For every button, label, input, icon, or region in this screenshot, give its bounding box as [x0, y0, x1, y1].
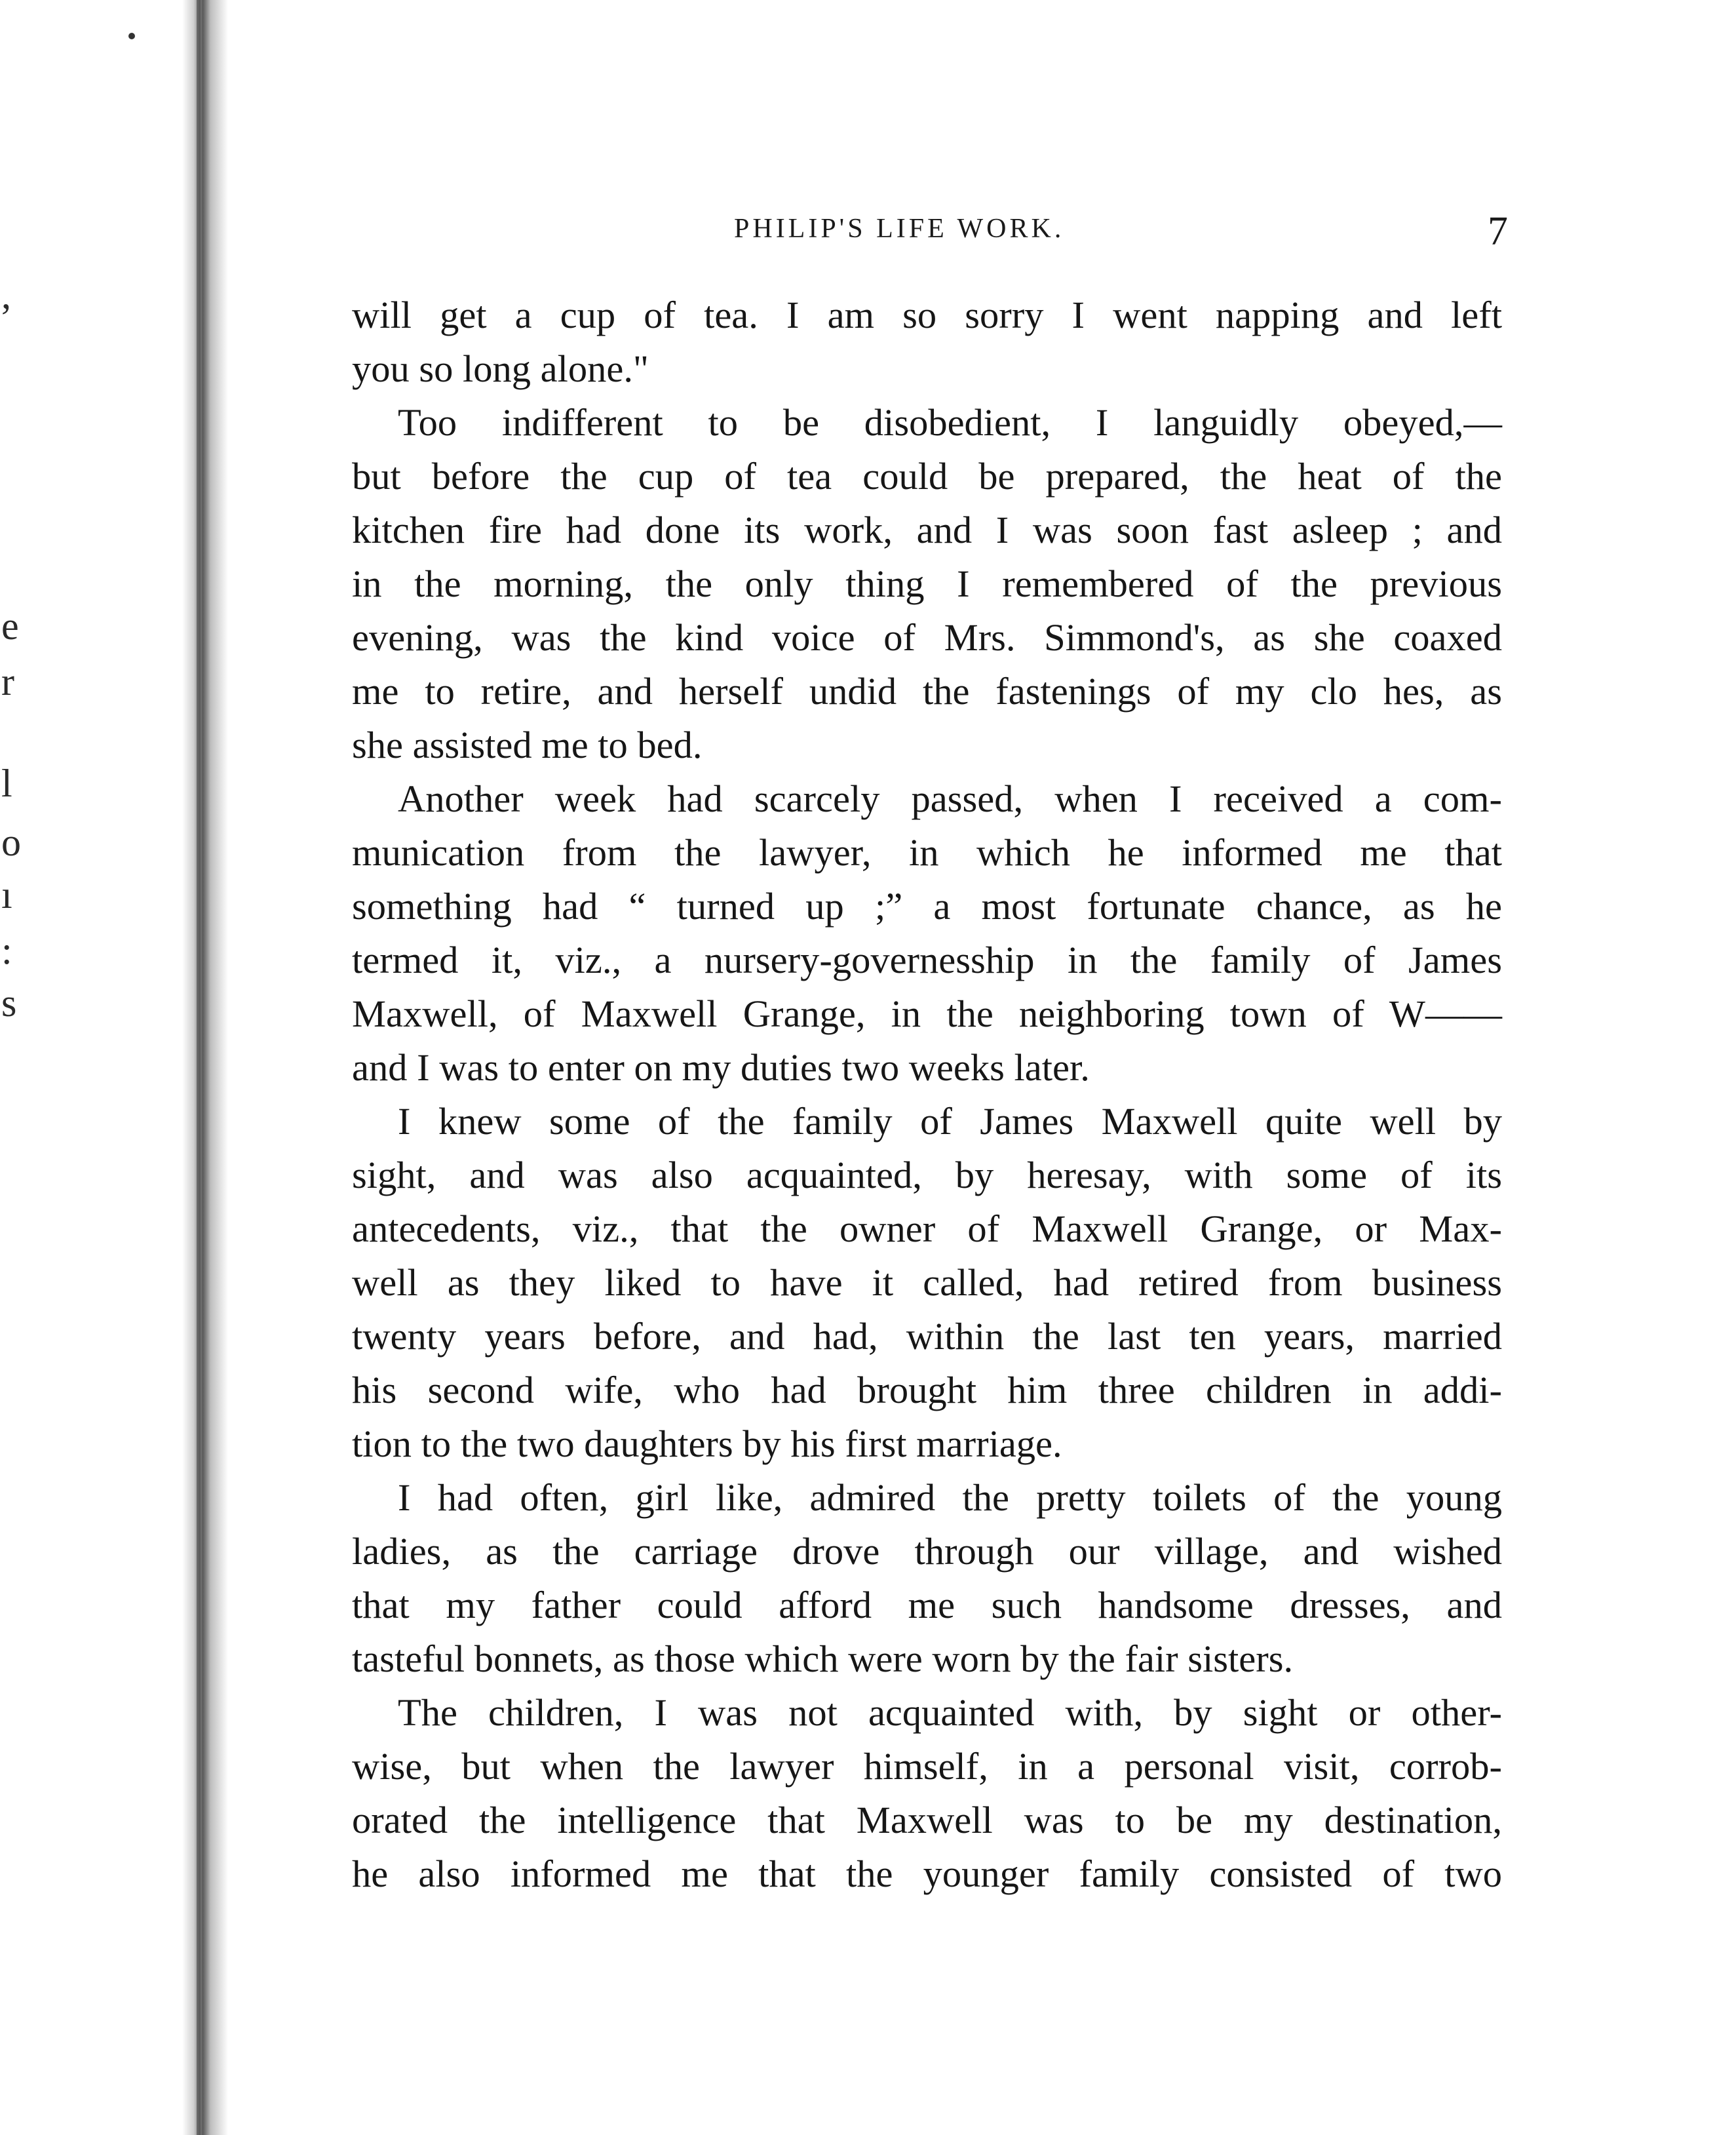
text-line: kitchen fire had done its work, and I was soon fast asleep ; and: [352, 509, 1502, 551]
text-line: orated the intelligence that Maxwell was to be my destination,: [352, 1799, 1502, 1841]
text-line: you so long alone.": [352, 347, 649, 390]
text-line: Too indifferent to be disobedient, I languidly obeyed,—: [398, 401, 1502, 444]
text-line: his second wife, who had brought him three children in addi-: [352, 1369, 1502, 1411]
text-line: in the morning, the only thing I remembered of the previous: [352, 562, 1502, 605]
margin-fragment: l: [1, 762, 12, 805]
text-line: will get a cup of tea. I am so sorry I went napping and left: [352, 294, 1502, 336]
book-gutter-edge: [197, 0, 201, 2135]
text-line: well as they liked to have it called, had retired from business: [352, 1261, 1502, 1304]
book-gutter-shadow: [182, 0, 228, 2135]
ink-speck: [128, 33, 135, 39]
text-line: I knew some of the family of James Maxwell quite well by: [398, 1100, 1502, 1143]
text-line: tion to the two daughters by his first marriage.: [352, 1422, 1062, 1465]
margin-fragment: r: [1, 660, 14, 703]
text-line: but before the cup of tea could be prepared, the heat of the: [352, 455, 1502, 498]
text-line: termed it, viz., a nursery-governesship in the family of James: [352, 939, 1502, 981]
text-line: tasteful bonnets, as those which were worn by the fair sisters.: [352, 1637, 1294, 1680]
text-line: he also informed me that the younger family consisted of two: [352, 1852, 1502, 1895]
text-line: sight, and was also acquainted, by heresay, with some of its: [352, 1154, 1502, 1196]
text-line: Another week had scarcely passed, when I received a com-: [398, 777, 1502, 820]
text-line: wise, but when the lawyer himself, in a personal visit, corrob-: [352, 1745, 1502, 1788]
text-line: something had “ turned up ;” a most fortunate chance, as he: [352, 885, 1502, 928]
text-line: ladies, as the carriage drove through our village, and wished: [352, 1530, 1502, 1573]
text-line: The children, I was not acquainted with, by sight or other-: [398, 1691, 1502, 1734]
text-line: that my father could afford me such handsome dresses, and: [352, 1584, 1502, 1626]
page-number: 7: [1488, 209, 1508, 254]
text-line: she assisted me to bed.: [352, 724, 703, 766]
margin-fragment: :: [1, 929, 12, 972]
margin-fragment: o: [1, 821, 21, 864]
text-line: Maxwell, of Maxwell Grange, in the neighboring town of W——: [352, 992, 1502, 1035]
text-line: me to retire, and herself undid the fastenings of my clo hes, as: [352, 670, 1502, 713]
text-line: evening, was the kind voice of Mrs. Simmond's, as she coaxed: [352, 616, 1502, 659]
text-line: and I was to enter on my duties two weeks later.: [352, 1046, 1090, 1089]
text-line: I had often, girl like, admired the pretty toilets of the young: [398, 1476, 1502, 1519]
margin-fragment: ı: [1, 873, 12, 916]
text-line: antecedents, viz., that the owner of Maxwell Grange, or Max-: [352, 1207, 1502, 1250]
margin-fragment: e: [1, 604, 19, 648]
facing-page-fragments: [0, 0, 26, 2135]
body-text: [352, 288, 1502, 1901]
margin-fragment: ,: [1, 273, 11, 317]
text-line: twenty years before, and had, within the last ten years, married: [352, 1315, 1502, 1358]
margin-fragment: s: [1, 981, 17, 1025]
running-header: PHILIP'S LIFE WORK.: [734, 214, 1065, 244]
text-line: munication from the lawyer, in which he informed me that: [352, 831, 1502, 874]
